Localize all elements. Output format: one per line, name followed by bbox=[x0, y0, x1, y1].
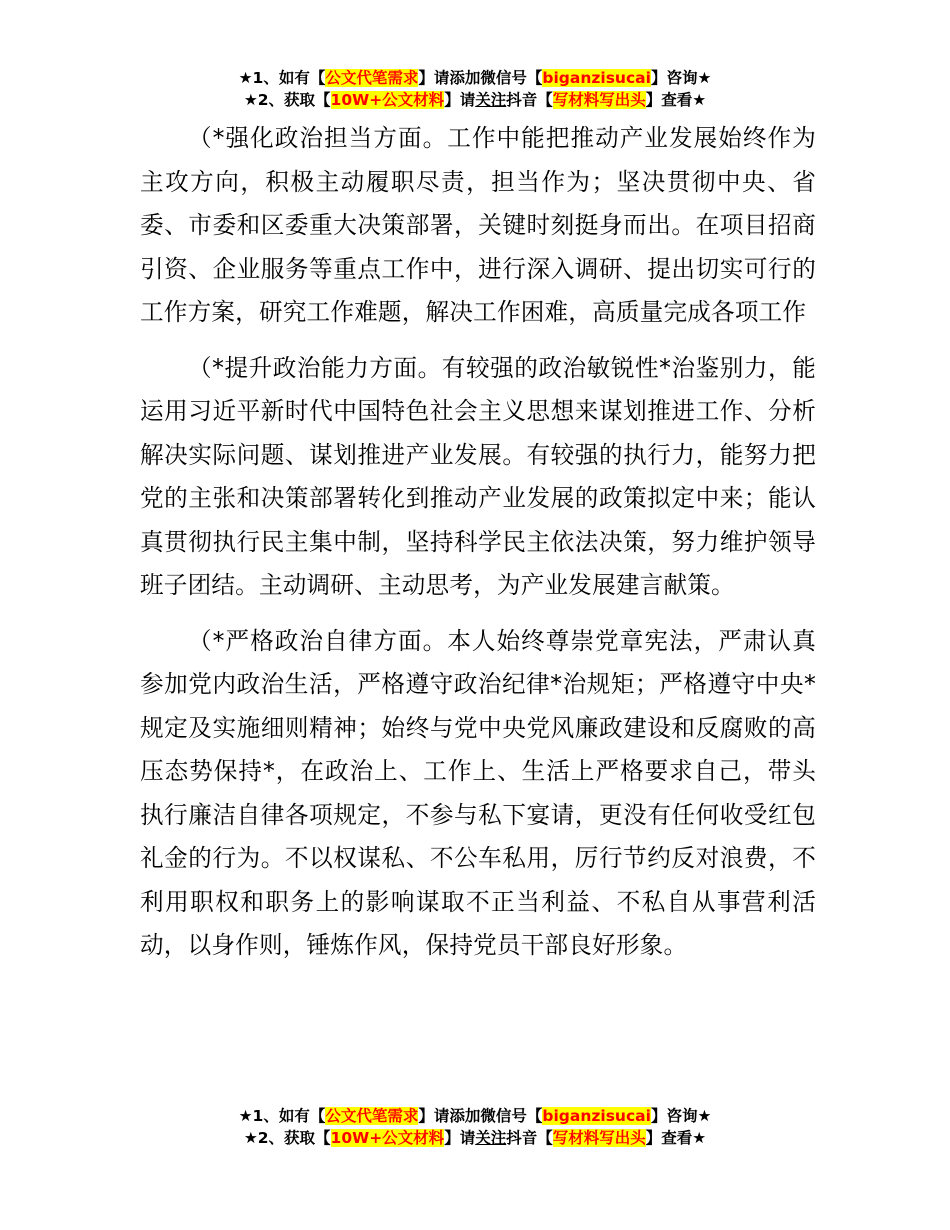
banner-text: ★1、如有【 bbox=[238, 1107, 326, 1125]
banner-line-1 bbox=[0, 67, 950, 89]
banner-text: 】查看★ bbox=[645, 1129, 707, 1147]
banner-text: 抖音【 bbox=[506, 1129, 553, 1147]
document-body bbox=[140, 117, 816, 980]
banner-text: 】请添加微信号【 bbox=[418, 69, 543, 87]
banner-text: 抖音【 bbox=[506, 91, 553, 109]
highlight-materials: 10W+公文材料 bbox=[330, 1129, 445, 1147]
banner-line-1 bbox=[0, 1105, 950, 1127]
banner-line-2 bbox=[0, 89, 950, 111]
banner-text: 】请添加微信号【 bbox=[418, 1107, 543, 1125]
banner-text: 】查看★ bbox=[645, 91, 707, 109]
highlight-wechat-id: biganzisucai bbox=[542, 69, 651, 87]
highlight-service: 公文代笔需求 bbox=[325, 69, 419, 87]
underlined-follow: 关注 bbox=[475, 1129, 507, 1147]
highlight-douyin-account: 写材料写出头 bbox=[552, 91, 646, 109]
highlight-douyin-account: 写材料写出头 bbox=[552, 1129, 646, 1147]
paragraph-political-responsibility: （*强化政治担当方面。工作中能把推动产业发展始终作为主攻方向，积极主动履职尽责，担当作为；坚决贯彻中央、省委、市委和区委重大决策部署，关键时刻挺身而出。在项目招商引资、企业服务等重点工作中，进行深入调研、提出切实可行的工作方案，研究工作难题，解决工作困难，高质量完成各项工作 bbox=[140, 124, 816, 326]
banner-text: 】咨询★ bbox=[650, 69, 712, 87]
banner-line-2 bbox=[0, 1127, 950, 1149]
highlight-wechat-id: biganzisucai bbox=[542, 1107, 651, 1125]
banner-text: 】请 bbox=[444, 1129, 476, 1147]
footer-banner bbox=[0, 1105, 950, 1149]
banner-text: ★1、如有【 bbox=[238, 69, 326, 87]
header-banner bbox=[0, 67, 950, 111]
banner-text: 】咨询★ bbox=[650, 1107, 712, 1125]
highlight-service: 公文代笔需求 bbox=[325, 1107, 419, 1125]
banner-text: ★2、获取【 bbox=[243, 1129, 331, 1147]
paragraph-political-ability: （*提升政治能力方面。有较强的政治敏锐性*治鉴别力，能运用习近平新时代中国特色社会主义思想来谋划推进工作、分析解决实际问题、谋划推进产业发展。有较强的执行力，能努力把党的主张和决策部署转化到推动产业发展的政策拟定中来；能认真贯彻执行民主集中制，坚持科学民主依法决策，努力维护领导班子团结。主动调研、主动思考，为产业发展建言献策。 bbox=[140, 353, 816, 599]
highlight-materials: 10W+公文材料 bbox=[330, 91, 445, 109]
banner-text: ★2、获取【 bbox=[243, 91, 331, 109]
banner-text: 】请 bbox=[444, 91, 476, 109]
paragraph-political-discipline: （*严格政治自律方面。本人始终尊崇党章宪法，严肃认真参加党内政治生活，严格遵守政治纪律*治规矩；严格遵守中央*规定及实施细则精神；始终与党中央党风廉政建设和反腐败的高压态势保持*，在政治上、工作上、生活上严格要求自己，带头执行廉洁自律各项规定，不参与私下宴请，更没有任何收受红包礼金的行为。不以权谋私、不公车私用，厉行节约反对浪费，不利用职权和职务上的影响谋取不正当利益、不私自从事营利活动，以身作则，锤炼作风，保持党员干部良好形象。 bbox=[140, 626, 816, 959]
underlined-follow: 关注 bbox=[475, 91, 507, 109]
